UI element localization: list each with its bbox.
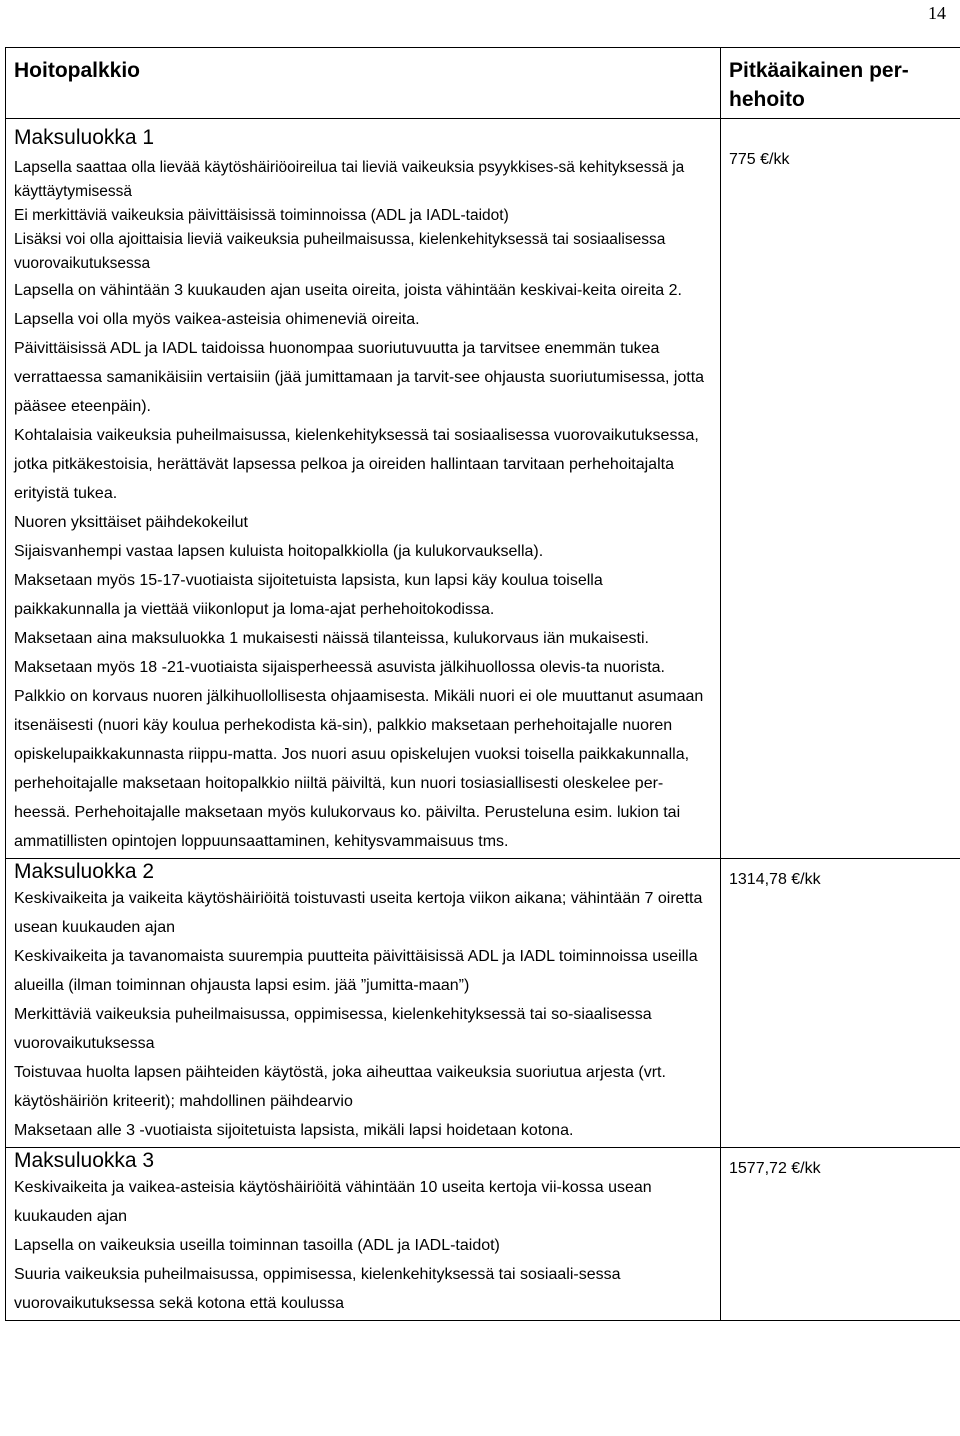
fee-amount: 775 €/kk <box>729 151 790 168</box>
description-line: Keskivaikeita ja vaikeita käytöshäiriöitä toistuvasti useita kertoja viikon aikana; vähintään 7 oiretta usean kuukauden ajan <box>14 890 703 936</box>
page-number: 14 <box>928 3 946 23</box>
table-row <box>6 1148 960 1321</box>
description-line: Ei merkittäviä vaikeuksia päivittäisissä toiminnoissa (ADL ja IADL-taidot) <box>14 207 509 224</box>
description-line: Merkittäviä vaikeuksia puheilmaisussa, oppimisessa, kielenkehityksessä tai so-siaalisessa vuorovaikutuksessa <box>14 1006 652 1052</box>
description-line: Lisäksi voi olla ajoittaisia lieviä vaikeuksia puheilmaisussa, kielenkehityksessä tai sosiaalisessa vuorovaikutuksessa <box>14 231 666 272</box>
class-description-cell <box>6 119 721 859</box>
class-description-cell <box>6 1148 721 1321</box>
table-row <box>6 859 960 1148</box>
description-line: Suuria vaikeuksia puheilmaisussa, oppimisessa, kielenkehityksessä tai sosiaali-sessa vuorovaikutuksessa sekä kotona että koulussa <box>14 1266 621 1312</box>
description-line: Maksetaan myös 18 -21-vuotiaista sijaisperheessä asuvista jälkihuollossa olevis-ta nuorista. Palkkio on korvaus nuoren jälkihuollollisesta ohjaamisesta. Mikäli nuori ei ole muuttanut asumaan itsenäisesti (nuori käy koulua perhekodista kä-sin), palkkio maksetaan perhehoitajalle nuoren opiskelupaikkakunnasta riippu-matta. Jos nuori asuu opiskelujen vuoksi toisella paikkakunnalla, perhehoitajalle maksetaan hoitopalkkio niiltä päiviltä, kun nuori tosiasiallisesti oleskelee per-heessä. Perhehoitajalle maksetaan myös kulukorvaus ko. päivilta. Perusteluna esim. lukion tai ammatillisten opintojen loppuunsaattaminen, kehitysvammaisuus tms. <box>14 659 704 850</box>
description-line: Lapsella saattaa olla lievää käytöshäiriöoireilua tai lieviä vaikeuksia psyykkises-sä kehityksessä ja käyttäytymisessä <box>14 159 685 200</box>
fee-table <box>5 47 960 1321</box>
description-line: Maksetaan aina maksuluokka 1 mukaisesti näissä tilanteissa, kulukorvaus iän mukaisesti. <box>14 630 649 647</box>
header-care-fee: Hoitopalkkio <box>6 48 721 119</box>
description-line: Päivittäisissä ADL ja IADL taidoissa huonompaa suoriutuvuutta ja tarvitsee enemmän tukea verrattaessa samanikäisiin vertaisiin (jää jumittamaan ja tarvit-see ohjausta suoriutumisessa, jotta pääsee eteenpäin). <box>14 340 705 415</box>
class-title: Maksuluokka 1 <box>14 126 155 149</box>
fee-cell <box>721 859 960 1148</box>
description-line: Maksetaan alle 3 -vuotiaista sijoitetuista lapsista, mikäli lapsi hoidetaan kotona. <box>14 1122 574 1139</box>
description-line: Maksetaan myös 15-17-vuotiaista sijoitetuista lapsista, kun lapsi käy koulua toisella paikkakunnalla ja viettää viikonloput ja loma-ajat perhehoitokodissa. <box>14 572 603 618</box>
description-line: Toistuvaa huolta lapsen päihteiden käytöstä, joka aiheuttaa vaikeuksia suoriutua arjesta (vrt. käytöshäiriön kriteerit); mahdollinen päihdearvio <box>14 1064 666 1110</box>
description-line: Kohtalaisia vaikeuksia puheilmaisussa, kielenkehityksessä tai sosiaalisessa vuorovaikutuksessa, jotka pitkäkestoisia, herättävät lapsessa pelkoa ja oireiden hallintaan tarvitaan perhehoitajalta erityistä tukea. <box>14 427 699 502</box>
header-long-term-family-care: Pitkäaikainen per-hehoito <box>721 48 960 119</box>
description-line: Lapsella on vaikeuksia useilla toiminnan tasoilla (ADL ja IADL-taidot) <box>14 1237 500 1254</box>
class-title: Maksuluokka 3 <box>14 1149 155 1172</box>
fee-cell <box>721 119 960 859</box>
description-line: Keskivaikeita ja tavanomaista suurempia puutteita päivittäisissä ADL ja IADL toiminnoissa useilla alueilla (ilman toiminnan ohjausta lapsi esim. jää ”jumitta-maan”) <box>14 948 698 994</box>
fee-cell <box>721 1148 960 1321</box>
description-line: Lapsella on vähintään 3 kuukauden ajan useita oireita, joista vähintään keskivai-keita oireita 2. Lapsella voi olla myös vaikea-asteisia ohimeneviä oireita. <box>14 282 682 328</box>
class-title: Maksuluokka 2 <box>14 860 155 883</box>
table-row <box>6 119 960 859</box>
fee-amount: 1314,78 €/kk <box>729 871 821 888</box>
class-description-cell <box>6 859 721 1148</box>
description-line: Keskivaikeita ja vaikea-asteisia käytöshäiriöitä vähintään 10 useita kertoja vii-kossa usean kuukauden ajan <box>14 1179 652 1225</box>
description-line: Sijaisvanhempi vastaa lapsen kuluista hoitopalkkiolla (ja kulukorvauksella). <box>14 543 544 560</box>
description-line: Nuoren yksittäiset päihdekokeilut <box>14 514 248 531</box>
table-header-row <box>6 48 960 119</box>
fee-amount: 1577,72 €/kk <box>729 1160 821 1177</box>
